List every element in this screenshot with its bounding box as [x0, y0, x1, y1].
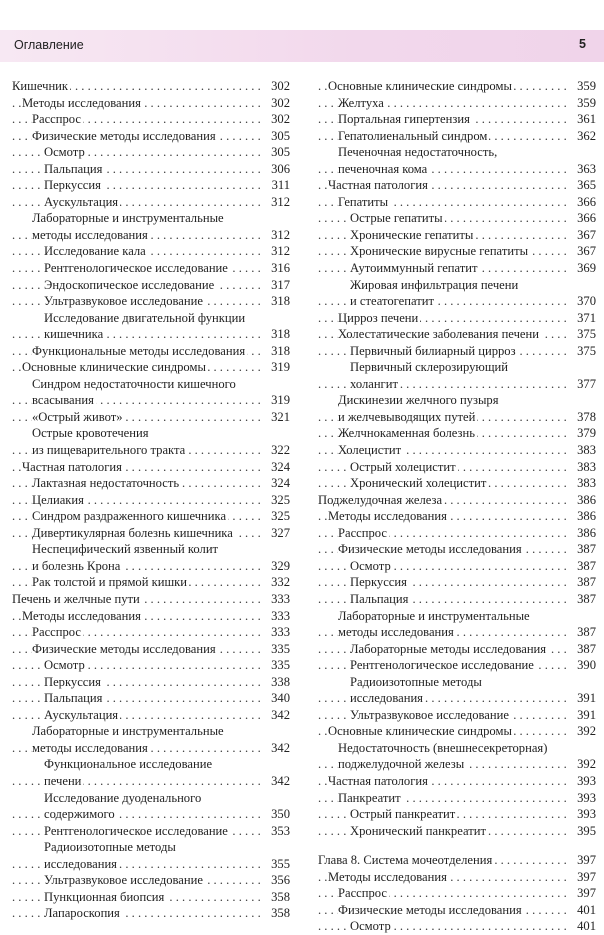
toc-entry-page: 366 [574, 194, 596, 211]
toc-entry-title: Дивертикулярная болезнь кишечника [32, 525, 233, 540]
toc-entry-page: 322 [268, 442, 290, 459]
page-number: 5 [579, 37, 586, 51]
toc-entry[interactable] [12, 459, 290, 476]
toc-entry-page: 387 [574, 574, 596, 591]
toc-entry-title: Исследование кала [44, 244, 146, 259]
toc-entry-page: 401 [574, 902, 596, 919]
toc-entry-page: 333 [268, 608, 290, 625]
toc-entry-page: 302 [268, 78, 290, 95]
toc-entry-page: 361 [574, 111, 596, 128]
toc-entry-page: 312 [268, 243, 290, 260]
toc-entry-page: 391 [574, 690, 596, 707]
toc-entry-title: Пальпация [350, 591, 409, 606]
toc-entry-page: 383 [574, 442, 596, 459]
toc-entry-title: Хронические гепатиты [350, 227, 474, 242]
toc-entry-page: 355 [268, 856, 290, 873]
toc-entry[interactable] [318, 558, 596, 575]
toc-entry-title: Осмотр [44, 145, 85, 160]
toc-entry-page: 316 [268, 260, 290, 277]
toc-entry-title: методы исследования [338, 625, 454, 640]
toc-entry-page: 325 [268, 492, 290, 509]
toc-entry-title: Осмотр [350, 919, 391, 934]
toc-entry-page: 365 [574, 177, 596, 194]
toc-entry-page: 312 [268, 194, 290, 211]
toc-entry-page: 397 [574, 869, 596, 886]
toc-entry-title: Частная патология [22, 459, 122, 474]
toc-entry[interactable] [12, 905, 290, 922]
toc-entry-title: и желчевыводящих путей [338, 409, 476, 424]
toc-entry-page: 312 [268, 227, 290, 244]
toc-entry-title: Пальпация [44, 161, 103, 176]
toc-entry[interactable] [12, 790, 290, 807]
toc-entry-page: 386 [574, 492, 596, 509]
toc-entry-title: печеночная кома [338, 161, 428, 176]
toc-entry-page: 338 [268, 674, 290, 691]
toc-entry-title: Лабораторные и инструментальные [338, 608, 530, 623]
toc-entry-title: Частная патология [328, 773, 428, 788]
toc-entry[interactable] [318, 852, 596, 869]
toc-entry[interactable] [318, 95, 596, 112]
toc-entry[interactable] [12, 574, 290, 591]
toc-entry[interactable] [318, 885, 596, 902]
toc-entry[interactable] [12, 128, 290, 145]
toc-entry-page: 392 [574, 756, 596, 773]
toc-entry-page: 359 [574, 95, 596, 112]
toc-entry[interactable] [12, 95, 290, 112]
toc-entry[interactable] [318, 641, 596, 658]
toc-entry-title: Физические методы исследования [338, 542, 522, 557]
toc-entry[interactable] [318, 111, 596, 128]
toc-entry[interactable] [318, 902, 596, 919]
toc-entry-title: Исследование дуоденального [44, 790, 202, 805]
toc-entry-title: Функциональное исследование [44, 757, 213, 772]
toc-entry[interactable] [318, 740, 596, 757]
toc-entry[interactable] [12, 425, 290, 442]
toc-entry[interactable] [318, 707, 596, 724]
toc-entry[interactable] [318, 260, 596, 277]
toc-entry-title: всасывания [32, 393, 94, 408]
toc-entry-page: 397 [574, 852, 596, 869]
toc-entry-title: Рентгенологическое исследование [350, 658, 534, 673]
toc-entry-title: Острый панкреатит [350, 807, 456, 822]
toc-entry[interactable] [318, 78, 596, 95]
toc-entry-page: 350 [268, 806, 290, 823]
toc-entry-title: Расспрос [32, 625, 82, 640]
toc-entry-page: 393 [574, 806, 596, 823]
toc-entry-title: Исследование двигательной функции [44, 310, 246, 325]
toc-entry-title: Холецистит [338, 443, 402, 458]
toc-entry[interactable] [318, 823, 596, 840]
toc-entry-title: Аутоиммунный гепатит [350, 261, 478, 276]
toc-entry[interactable] [12, 591, 290, 608]
toc-entry-page: 311 [269, 177, 290, 194]
toc-entry-page: 362 [574, 128, 596, 145]
toc-entry-title: печени [44, 773, 82, 788]
toc-entry[interactable] [12, 508, 290, 525]
toc-entry-page: 393 [574, 773, 596, 790]
toc-entry-title: содержимого [44, 807, 115, 822]
toc-entry[interactable] [318, 409, 596, 426]
toc-entry-page: 358 [268, 889, 290, 906]
toc-entry-title: Гепатиты [338, 194, 389, 209]
toc-entry[interactable] [318, 310, 596, 327]
toc-entry[interactable] [12, 823, 290, 840]
toc-entry-title: Пальпация [44, 691, 103, 706]
toc-entry-title: Панкреатит [338, 790, 401, 805]
toc-entry[interactable] [318, 194, 596, 211]
toc-entry-title: Недостаточность (внешнесекреторная) [338, 740, 548, 755]
toc-entry-title: Ультразвуковое исследование [44, 873, 203, 888]
toc-entry[interactable] [318, 442, 596, 459]
toc-entry-title: и стеатогепатит [350, 294, 434, 309]
toc-entry[interactable] [318, 657, 596, 674]
toc-entry-title: Хронический холецистит [350, 476, 487, 491]
toc-entry-title: Первичный билиарный цирроз [350, 343, 516, 358]
toc-entry[interactable] [12, 740, 290, 757]
toc-entry-title: Острые кровотечения [32, 426, 149, 441]
toc-entry[interactable] [318, 326, 596, 343]
toc-entry-title: Желчнокаменная болезнь [338, 426, 475, 441]
toc-entry[interactable] [318, 161, 596, 178]
toc-entry-page: 370 [574, 293, 596, 310]
toc-entry[interactable] [318, 128, 596, 145]
toc-entry-page: 305 [268, 128, 290, 145]
toc-entry-page: 386 [574, 508, 596, 525]
toc-entry[interactable] [12, 690, 290, 707]
toc-entry[interactable] [12, 624, 290, 641]
toc-entry-page: 391 [574, 707, 596, 724]
toc-entry-title: Острые гепатиты [350, 211, 443, 226]
toc-entry[interactable] [318, 869, 596, 886]
toc-entry[interactable] [12, 641, 290, 658]
toc-entry-page: 306 [268, 161, 290, 178]
toc-entry-title: Лабораторные и инструментальные [32, 724, 224, 739]
toc-entry[interactable] [318, 690, 596, 707]
toc-entry-page: 393 [574, 790, 596, 807]
toc-entry[interactable] [12, 277, 290, 294]
toc-entry[interactable] [318, 492, 596, 509]
toc-entry-page: 342 [268, 740, 290, 757]
toc-entry-title: Методы исследования [328, 509, 447, 524]
toc-entry-title: Лабораторные и инструментальные [32, 211, 224, 226]
toc-entry-page: 335 [268, 641, 290, 658]
toc-entry[interactable] [12, 856, 290, 873]
toc-entry-page: 369 [574, 260, 596, 277]
toc-entry-page: 319 [268, 359, 290, 376]
toc-entry[interactable] [12, 872, 290, 889]
toc-entry-title: Неспецифический язвенный колит [32, 542, 219, 557]
toc-entry-title: Аускультация [44, 194, 119, 209]
toc-entry-page: 318 [268, 343, 290, 360]
toc-entry[interactable] [12, 608, 290, 625]
toc-entry[interactable] [12, 161, 290, 178]
toc-entry[interactable] [318, 392, 596, 409]
toc-entry[interactable] [12, 657, 290, 674]
toc-entry[interactable] [318, 343, 596, 360]
toc-entry-title: Аускультация [44, 707, 119, 722]
toc-entry-title: Хронические вирусные гепатиты [350, 244, 529, 259]
toc-entry-page: 319 [268, 392, 290, 409]
toc-entry-page: 325 [268, 508, 290, 525]
toc-entry-title: Методы исследования [328, 869, 447, 884]
toc-entry[interactable] [12, 359, 290, 376]
toc-entry-title: Основные клинические синдромы [328, 724, 512, 739]
toc-entry-title: «Острый живот» [32, 409, 123, 424]
toc-entry[interactable] [12, 475, 290, 492]
toc-entry-title: поджелудочной железы [338, 757, 465, 772]
toc-entry-title: Ультразвуковое исследование [350, 707, 509, 722]
toc-entry-page: 327 [268, 525, 290, 542]
toc-entry-page: 383 [574, 459, 596, 476]
toc-entry-title: Физические методы исследования [32, 128, 216, 143]
toc-entry[interactable] [12, 541, 290, 558]
toc-entry-title: Лактазная недостаточность [32, 476, 180, 491]
toc-entry[interactable] [318, 425, 596, 442]
toc-entry[interactable] [318, 177, 596, 194]
toc-entry-page: 335 [268, 657, 290, 674]
toc-entry-title: Лапароскопия [44, 906, 120, 921]
toc-entry-title: Перкуссия [44, 674, 101, 689]
toc-entry-page: 387 [574, 624, 596, 641]
toc-entry[interactable] [12, 310, 290, 327]
toc-entry[interactable] [318, 475, 596, 492]
toc-entry-title: Целиакия [32, 492, 84, 507]
toc-entry[interactable] [12, 343, 290, 360]
toc-entry-page: 378 [574, 409, 596, 426]
toc-entry-page: 321 [268, 409, 290, 426]
toc-entry-title: Поджелудочная железа [318, 492, 443, 507]
toc-entry-page: 375 [574, 343, 596, 360]
page-header [0, 30, 604, 62]
toc-entry[interactable] [318, 674, 596, 691]
toc-entry-page: 371 [574, 310, 596, 327]
toc-entry[interactable] [12, 326, 290, 343]
toc-entry-page: 397 [574, 885, 596, 902]
toc-entry[interactable] [318, 277, 596, 294]
toc-entry-page: 342 [268, 707, 290, 724]
toc-entry-page: 366 [574, 210, 596, 227]
toc-entry[interactable] [12, 707, 290, 724]
toc-entry-title: Основные клинические синдромы [22, 360, 206, 375]
toc-entry[interactable] [318, 376, 596, 393]
toc-entry-page: 377 [574, 376, 596, 393]
toc-entry-page: 302 [268, 111, 290, 128]
toc-entry-page: 395 [574, 823, 596, 840]
toc-entry[interactable] [12, 78, 290, 95]
toc-entry-title: Острый холецистит [350, 459, 456, 474]
toc-entry-title: Синдром недостаточности кишечного [32, 376, 236, 391]
toc-entry[interactable] [12, 674, 290, 691]
toc-entry-page: 387 [574, 541, 596, 558]
toc-entry-page: 367 [574, 227, 596, 244]
toc-entry-page: 359 [574, 78, 596, 95]
toc-entry-page: 401 [574, 918, 596, 935]
toc-entry-title: Рентгенологическое исследование [44, 823, 228, 838]
toc-entry-page: 329 [268, 558, 290, 575]
toc-entry-title: Методы исследования [22, 95, 141, 110]
toc-entry-title: кишечника [44, 327, 104, 342]
toc-entry[interactable] [318, 790, 596, 807]
toc-entry-page: 375 [574, 326, 596, 343]
toc-entry-title: методы исследования [32, 227, 148, 242]
toc-entry-title: Синдром раздраженного кишечника [32, 509, 227, 524]
toc-entry-page: 379 [574, 425, 596, 442]
toc-entry[interactable] [318, 918, 596, 935]
toc-entry-title: из пищеварительного тракта [32, 443, 186, 458]
toc-entry-title: Осмотр [350, 558, 391, 573]
toc-entry-page: 356 [268, 872, 290, 889]
toc-entry-title: Ультразвуковое исследование [44, 294, 203, 309]
toc-entry-title: Дискинезии желчного пузыря [338, 393, 499, 408]
toc-entry[interactable] [12, 492, 290, 509]
toc-right-column [318, 78, 596, 935]
toc-entry-page: 318 [268, 326, 290, 343]
toc-entry-page: 387 [574, 558, 596, 575]
toc-entry-page: 333 [268, 624, 290, 641]
toc-entry-title: исследования [44, 856, 117, 871]
toc-entry[interactable] [12, 210, 290, 227]
toc-entry-title: исследования [350, 691, 423, 706]
toc-entry-page: 332 [268, 574, 290, 591]
toc-entry[interactable] [318, 227, 596, 244]
toc-entry[interactable] [12, 442, 290, 459]
toc-entry[interactable] [318, 293, 596, 310]
running-title: Оглавление [14, 38, 84, 52]
toc-entry[interactable] [318, 756, 596, 773]
toc-entry[interactable] [12, 525, 290, 542]
toc-entry-title: холангит [350, 376, 398, 391]
toc-entry-title: методы исследования [32, 740, 148, 755]
toc-entry-title: Основные клинические синдромы [328, 79, 512, 93]
toc-entry-page: 387 [574, 641, 596, 658]
toc-entry-page: 333 [268, 591, 290, 608]
toc-entry-page: 318 [268, 293, 290, 310]
toc-entry-title: Расспрос [338, 525, 388, 540]
toc-entry[interactable] [318, 608, 596, 625]
toc-entry-title: Рентгенологическое исследование [44, 261, 228, 276]
toc-entry-page: 302 [268, 95, 290, 112]
toc-entry-title: Кишечник [12, 79, 69, 93]
toc-entry[interactable] [318, 723, 596, 740]
toc-entry-page: 392 [574, 723, 596, 740]
toc-entry[interactable] [12, 773, 290, 790]
toc-entry[interactable] [318, 541, 596, 558]
toc-entry[interactable] [12, 194, 290, 211]
toc-entry-title: и болезнь Крона [32, 558, 121, 573]
toc-entry-page: 358 [268, 905, 290, 922]
toc-entry-title: Перкуссия [350, 575, 407, 590]
toc-entry-title: Перкуссия [44, 178, 101, 193]
toc-entry-page: 324 [268, 475, 290, 492]
toc-entry-page: 390 [574, 657, 596, 674]
toc-entry[interactable] [12, 558, 290, 575]
toc-entry[interactable] [318, 806, 596, 823]
toc-entry-title: Пункционная биопсия [44, 889, 165, 904]
toc-entry-title: Жировая инфильтрация печени [350, 277, 519, 292]
toc-entry[interactable] [318, 243, 596, 260]
toc-entry[interactable] [12, 177, 290, 194]
toc-entry[interactable] [318, 508, 596, 525]
toc-entry-title: Рак толстой и прямой кишки [32, 575, 188, 590]
toc-entry[interactable] [12, 144, 290, 161]
toc-entry[interactable] [318, 359, 596, 376]
toc-entry[interactable] [12, 111, 290, 128]
toc-entry[interactable] [318, 459, 596, 476]
toc-entry-title: Радиоизотопные методы [350, 674, 482, 689]
toc-entry[interactable] [12, 409, 290, 426]
toc-entry-title: Функциональные методы исследования [32, 343, 246, 358]
toc-entry[interactable] [12, 376, 290, 393]
toc-entry[interactable] [12, 723, 290, 740]
toc-entry-title: Эндоскопическое исследование [44, 277, 215, 292]
toc-entry[interactable] [12, 260, 290, 277]
toc-entry-title: Холестатические заболевания печени [338, 327, 539, 342]
toc-left-column [12, 78, 290, 922]
toc-entry[interactable] [318, 574, 596, 591]
toc-entry-title: Лабораторные методы исследования [350, 641, 547, 656]
toc-entry-title: Печень и желчные пути [12, 591, 140, 606]
toc-entry-title: Осмотр [44, 658, 85, 673]
toc-entry-title: Физические методы исследования [32, 641, 216, 656]
toc-entry[interactable] [12, 392, 290, 409]
toc-entry[interactable] [12, 806, 290, 823]
toc-entry[interactable] [12, 889, 290, 906]
toc-entry-title: Хронический панкреатит [350, 823, 486, 838]
toc-entry-page: 383 [574, 475, 596, 492]
toc-entry-title: Желтуха [338, 95, 384, 110]
toc-entry-title: Печеночная недостаточность, [338, 145, 498, 160]
toc-entry-page: 386 [574, 525, 596, 542]
toc-entry[interactable] [318, 591, 596, 608]
toc-entry[interactable] [12, 756, 290, 773]
toc-entry[interactable] [318, 144, 596, 161]
toc-entry-title: Частная патология [328, 178, 428, 193]
toc-entry-title: Расспрос [32, 112, 82, 127]
toc-spacer [318, 839, 596, 852]
toc-entry[interactable] [12, 293, 290, 310]
toc-entry-page: 340 [268, 690, 290, 707]
toc-entry-page: 317 [268, 277, 290, 294]
toc-entry-page: 342 [268, 773, 290, 790]
toc-entry-title: Гепатолиенальный синдром [338, 128, 488, 143]
toc-entry-page: 353 [268, 823, 290, 840]
toc-entry-page: 387 [574, 591, 596, 608]
toc-entry-title: Расспрос [338, 886, 388, 901]
toc-entry-title: Портальная гипертензия [338, 112, 470, 127]
toc-entry-title: Цирроз печени [338, 310, 419, 325]
toc-entry[interactable] [12, 243, 290, 260]
toc-entry-page: 324 [268, 459, 290, 476]
toc-entry-page: 305 [268, 144, 290, 161]
toc-entry-title: Радиоизотопные методы [44, 840, 176, 855]
toc-entry[interactable] [318, 773, 596, 790]
toc-entry-page: 363 [574, 161, 596, 178]
toc-entry-title: Методы исследования [22, 608, 141, 623]
toc-entry-title: Первичный склерозирующий [350, 360, 508, 375]
toc-entry[interactable] [12, 227, 290, 244]
toc-entry-page: 367 [574, 243, 596, 260]
toc-entry-title: Физические методы исследования [338, 902, 522, 917]
toc-entry[interactable] [12, 839, 290, 856]
toc-entry[interactable] [318, 624, 596, 641]
toc-entry[interactable] [318, 210, 596, 227]
toc-entry-title: Глава 8. Система мочеотделения [318, 853, 493, 868]
toc-entry[interactable] [318, 525, 596, 542]
